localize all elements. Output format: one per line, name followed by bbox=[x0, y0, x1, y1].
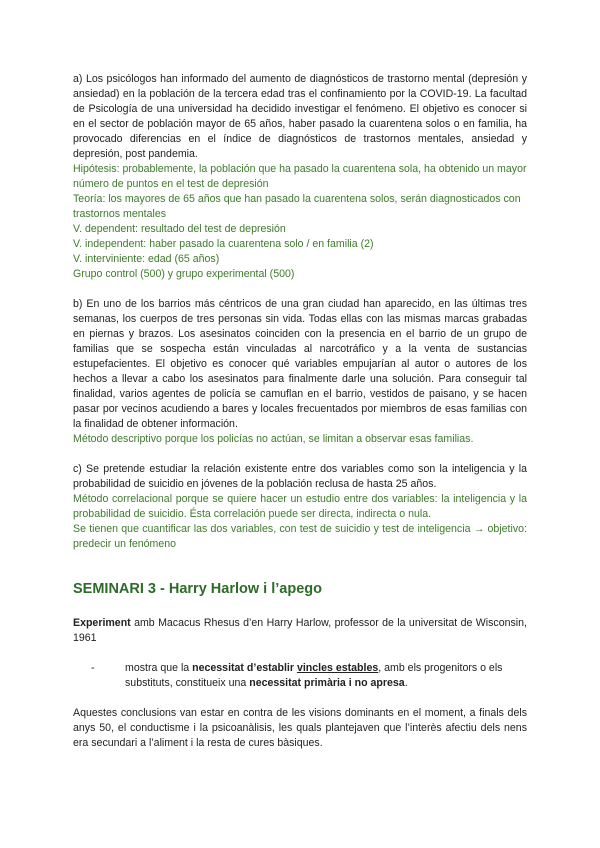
exercise-c-method: Método correlacional porque se quiere hacer un estudio entre dos variables: la inteligencia y la probabilidad de suicidio. Ésta correlación puede ser directa, indirecta o nula. bbox=[73, 493, 527, 520]
experiment-label: Experiment bbox=[73, 617, 131, 629]
bullet-bold-2: necessitat primària i no apresa bbox=[249, 677, 405, 689]
exercise-c-quantify: Se tienen que cuantificar las dos variables, con test de suicidio y test de inteligencia → objetivo: predecir un fenómeno bbox=[73, 523, 527, 550]
bullet-text-3: . bbox=[404, 677, 408, 689]
experiment-paragraph bbox=[73, 616, 527, 646]
exercise-a-groups: Grupo control (500) y grupo experimental (500) bbox=[73, 268, 295, 280]
exercise-a-statement: a) Los psicólogos han informado del aumento de diagnósticos de trastorno mental (depresión y ansiedad) en la población de la tercera edad tras el confinamiento por la COVID-19. La facultad de Psicología de una universidad ha decidido investigar el fenómeno. El objetivo es conocer si en el sector de población mayor de 65 años, haber pasado la cuarentena solos o en familia, ha provocado diferencias en el índice de diagnósticos de trastornos mentales, ansiedad y depresión, post pandemia. bbox=[73, 73, 527, 160]
exercise-b-method: Método descriptivo porque los policías no actúan, se limitan a observar esas familias. bbox=[73, 433, 474, 445]
bullet-bold-1 bbox=[192, 662, 378, 674]
bullet-text-1: mostra que la bbox=[125, 662, 193, 674]
exercise-a-theory: Teoría: los mayores de 65 años que han pasado la cuarentena solos, serán diagnosticados con trastornos mentales bbox=[73, 193, 521, 220]
bullet-text-2: , amb els progenitors o els substituts, constitueix una bbox=[125, 662, 503, 689]
conclusion-paragraph: Aquestes conclusions van estar en contra de les visions dominants en el moment, a finals dels anys 50, el conductisme i la psicoanàlisis, les quals plantejaven que l’interès afectiu dels nens era secundari a l’aliment i la resta de cures bàsiques. bbox=[73, 707, 527, 749]
bullet-bold-1-text: necessitat d’establir bbox=[192, 662, 297, 674]
seminar-heading: SEMINARI 3 - Harry Harlow i l’apego bbox=[73, 581, 322, 597]
experiment-text: amb Macacus Rhesus d’en Harry Harlow, professor de la universitat de Wisconsin, 1961 bbox=[73, 617, 527, 644]
findings-list bbox=[73, 661, 527, 691]
list-item bbox=[91, 661, 527, 691]
exercise-c bbox=[73, 462, 527, 552]
exercise-b-statement: b) En uno de los barrios más céntricos de una gran ciudad han aparecido, en las últimas tres semanas, los cuerpos de tres personas sin vida. Todas ellas con las mismas marcas grabadas en piernas y brazos. Los asesinatos coinciden con la presencia en el barrio de un grupo de familias que se sospecha están vinculadas al narcotráfico y a la venta de sustancias estupefacientes. El objetivo es conocer qué variables empujarían al autor o autores de los hechos a llevar a cabo los asesinatos para finalmente darle una solución. Para conseguir tal finalidad, varios agentes de policía se camuflan en el barrio, vestidos de paisano, y se hacen pasar por vecinos acudiendo a bares y locales frecuentados por miembros de esas familias con la finalidad de obtener información. bbox=[73, 298, 527, 430]
exercise-a-v-interviniente: V. interviniente: edad (65 años) bbox=[73, 253, 220, 265]
exercise-a-v-dependent: V. dependent: resultado del test de depresión bbox=[73, 223, 286, 235]
exercise-a bbox=[73, 72, 527, 282]
exercise-b bbox=[73, 297, 527, 447]
bullet-bold-underlined: vincles estables bbox=[296, 662, 379, 674]
exercise-a-hypothesis: Hipótesis: probablemente, la población que ha pasado la cuarentena sola, ha obtenido un mayor número de puntos en el test de depresión bbox=[73, 163, 527, 190]
exercise-c-statement: c) Se pretende estudiar la relación existente entre dos variables como son la inteligencia y la probabilidad de suicidio en jóvenes de la población reclusa de hasta 25 años. bbox=[73, 463, 527, 490]
dash-bullet: - bbox=[91, 662, 95, 674]
exercise-a-v-independent: V. independent: haber pasado la cuarentena solo / en familia (2) bbox=[73, 238, 374, 250]
